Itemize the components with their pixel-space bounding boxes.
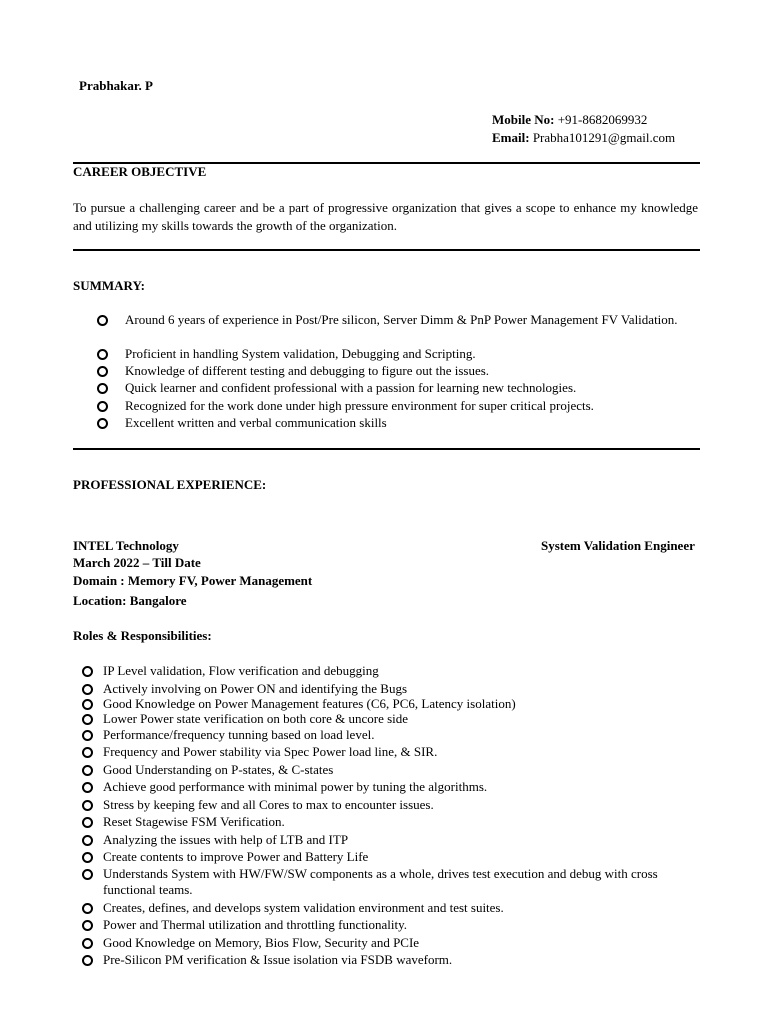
list-item: Analyzing the issues with help of LTB and ITP <box>103 832 349 847</box>
bullet-icon <box>82 666 93 677</box>
list-item: Good Knowledge on Memory, Bios Flow, Security and PCIe <box>103 935 420 950</box>
bullet-icon <box>82 800 93 811</box>
candidate-name: Prabhakar. P <box>79 78 153 93</box>
experience-heading: PROFESSIONAL EXPERIENCE: <box>73 477 267 492</box>
company-name: INTEL Technology <box>73 538 179 553</box>
career-objective-heading: CAREER OBJECTIVE <box>73 164 207 179</box>
list-item: Around 6 years of experience in Post/Pre silicon, Server Dimm & PnP Power Management FV Validation. <box>125 312 678 327</box>
divider <box>73 249 700 251</box>
bullet-icon <box>97 401 108 412</box>
email-value: Prabha101291@gmail.com <box>532 130 676 145</box>
list-item: Performance/frequency tunning based on load level. <box>103 727 375 742</box>
list-item: Good Knowledge on Power Management features (C6, PC6, Latency isolation) <box>103 696 516 711</box>
bullet-icon <box>82 903 93 914</box>
list-item: Understands System with HW/FW/SW components as a whole, drives test execution and debug with cross functional teams. <box>103 866 658 897</box>
list-item: Actively involving on Power ON and identifying the Bugs <box>103 681 408 696</box>
roles-heading: Roles & Responsibilities: <box>73 628 212 643</box>
bullet-icon <box>82 730 93 741</box>
bullet-icon <box>82 714 93 725</box>
job-domain: Domain : Memory FV, Power Management <box>73 573 313 588</box>
bullet-icon <box>82 938 93 949</box>
job-location: Location: Bangalore <box>73 593 187 608</box>
list-item: Stress by keeping few and all Cores to max to encounter issues. <box>103 797 434 812</box>
list-item: IP Level validation, Flow verification and debugging <box>103 663 379 678</box>
bullet-icon <box>82 684 93 695</box>
list-item: Lower Power state verification on both core & uncore side <box>103 711 409 726</box>
mobile-label: Mobile No: <box>492 112 555 127</box>
bullet-icon <box>82 955 93 966</box>
bullet-icon <box>82 699 93 710</box>
email-label: Email: <box>492 130 530 145</box>
list-item: Pre-Silicon PM verification & Issue isolation via FSDB waveform. <box>103 952 453 967</box>
mobile-value: +91-8682069932 <box>557 112 648 127</box>
bullet-icon <box>97 383 108 394</box>
divider <box>73 448 700 450</box>
mobile-line <box>492 112 647 128</box>
list-item: Good Understanding on P-states, & C-states <box>103 762 334 777</box>
bullet-icon <box>82 835 93 846</box>
list-item: Excellent written and verbal communication skills <box>125 415 387 430</box>
bullet-icon <box>82 817 93 828</box>
list-item: Achieve good performance with minimal power by tuning the algorithms. <box>103 779 488 794</box>
bullet-icon <box>82 765 93 776</box>
list-item: Reset Stagewise FSM Verification. <box>103 814 285 829</box>
bullet-icon <box>82 869 93 880</box>
bullet-icon <box>97 315 108 326</box>
bullet-icon <box>82 782 93 793</box>
list-item: Recognized for the work done under high pressure environment for super critical projects. <box>125 398 594 413</box>
list-item: Quick learner and confident professional with a passion for learning new technologies. <box>125 380 577 395</box>
summary-heading: SUMMARY: <box>73 278 146 293</box>
bullet-icon <box>97 366 108 377</box>
bullet-icon <box>82 852 93 863</box>
bullet-icon <box>97 349 108 360</box>
list-item: Proficient in handling System validation, Debugging and Scripting. <box>125 346 476 361</box>
bullet-icon <box>82 920 93 931</box>
list-item: Frequency and Power stability via Spec Power load line, & SIR. <box>103 744 438 759</box>
bullet-icon <box>82 747 93 758</box>
list-item: Creates, defines, and develops system validation environment and test suites. <box>103 900 504 915</box>
list-item: Knowledge of different testing and debugging to figure out the issues. <box>125 363 490 378</box>
bullet-icon <box>97 418 108 429</box>
list-item: Create contents to improve Power and Battery Life <box>103 849 369 864</box>
career-objective-text: To pursue a challenging career and be a part of progressive organization that gives a scope to enhance my knowledge and utilizing my skills towards the growth of the organization. <box>73 200 698 233</box>
job-role: System Validation Engineer <box>541 538 695 553</box>
email-line <box>492 130 675 146</box>
job-period: March 2022 – Till Date <box>73 555 201 570</box>
list-item: Power and Thermal utilization and throttling functionality. <box>103 917 407 932</box>
